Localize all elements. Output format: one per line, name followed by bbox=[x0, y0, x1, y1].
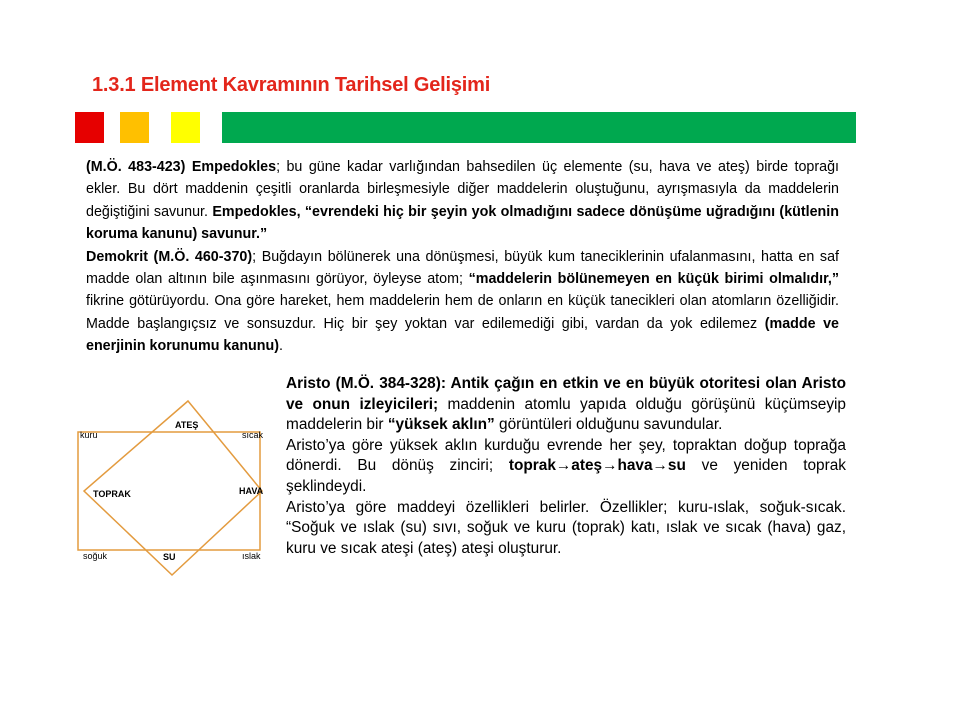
water-label: SU bbox=[163, 552, 176, 562]
air-label: HAVA bbox=[239, 486, 264, 496]
demokrit-quote: “maddelerin bölünemeyen en küçük birimi olmalıdır,” bbox=[468, 271, 840, 288]
earth-label: TOPRAK bbox=[93, 489, 131, 499]
demokrit-text: ; Buğdayın bölünerek una dönüşmesi, büyük kum taneciklerinin ufalanmasını, hatta en saf madde olan altının bile aşınmasını görüyor, öyleyse atom; bbox=[86, 248, 839, 288]
orange-square bbox=[120, 112, 149, 143]
elements-diagram bbox=[72, 395, 272, 580]
aristo-cycle: toprak→ateş→hava→su bbox=[508, 457, 686, 475]
hot-label: sıcak bbox=[242, 430, 264, 440]
aristo-text-c: görüntüleri olduğunu savundular. bbox=[494, 416, 723, 434]
red-square bbox=[75, 112, 104, 143]
aristo-p2 bbox=[286, 436, 846, 498]
conservation-law: (madde ve enerjinin korunumu kanunu) bbox=[86, 315, 839, 355]
aristo-cycle-text: Aristo’ya göre yüksek aklın kurduğu evrende her şey, topraktan doğup toprağa dönerdi. Bu dönüş zinciri; bbox=[286, 436, 846, 475]
aristo-high-mind: “yüksek aklın” bbox=[387, 416, 495, 434]
period: . bbox=[279, 338, 283, 355]
aristo-paragraph bbox=[286, 374, 846, 559]
empedokles-date: (M.Ö. 483-423) bbox=[86, 159, 186, 175]
empedokles-quote: Empedokles, “evrendeki hiç bir şeyin yok olmadığını sadece dönüşüme uğradığını (kütlenin koruma kanunu) savunur.” bbox=[86, 203, 839, 243]
empedokles-demokrit-paragraph bbox=[86, 156, 839, 358]
empedokles-name: Empedokles bbox=[191, 159, 277, 175]
green-bar bbox=[222, 112, 856, 143]
fire-label: ATEŞ bbox=[175, 420, 199, 430]
demokrit-name: Demokrit (M.Ö. 460-370) bbox=[86, 248, 253, 265]
dry-label: kuru bbox=[80, 430, 98, 440]
aristo-p3: Aristo’ya göre maddeyi özellikleri belirler. Özellikler; kuru-ıslak, soğuk-sıcak. “Soğuk ve ıslak (su) sıvı, soğuk ve kuru (toprak) katı, ıslak ve sıcak (hava) gaz, kuru ve sıcak ateşi (ateş) ateşi oluşturur. bbox=[286, 498, 846, 557]
page-title: 1.3.1 Element Kavramının Tarihsel Gelişimi bbox=[92, 74, 491, 96]
cold-label: soğuk bbox=[83, 551, 108, 561]
yellow-square bbox=[171, 112, 200, 143]
aristo-p1 bbox=[286, 374, 846, 436]
wet-label: ıslak bbox=[242, 551, 261, 561]
empedokles-text: ; bu güne kadar varlığından bahsedilen üç elemente (su, hava ve ateş) birde toprağı ekler. Bu dört maddenin çeşitli oranlarda birleşmesiyle diğer maddelerin oluştuğunu, ayrışmasıyla da maddelerin değiştiğini savunur. bbox=[86, 159, 839, 220]
aristo-text-a: maddenin atomlu yapıda olduğu görüşünü küçümseyip maddelerin bir bbox=[286, 395, 846, 434]
diamond bbox=[84, 401, 262, 575]
demokrit-text-2: fikrine götürüyordu. Ona göre hareket, hem maddelerin hem de onların en küçük tanecikleri olan atomların özelliğidir. Madde başlangıçsız ve sonsuzdur. Hiç bir şey yoktan var edilemediği gibi, vardan da yok edilemez bbox=[86, 293, 839, 332]
aristo-intro: Aristo (M.Ö. 384-328): Antik çağın en etkin ve en büyük otoritesi olan Aristo ve onun izleyicileri; bbox=[286, 375, 846, 413]
aristo-cycle-text-2: ve yeniden toprak şeklindeydi. bbox=[286, 457, 846, 495]
